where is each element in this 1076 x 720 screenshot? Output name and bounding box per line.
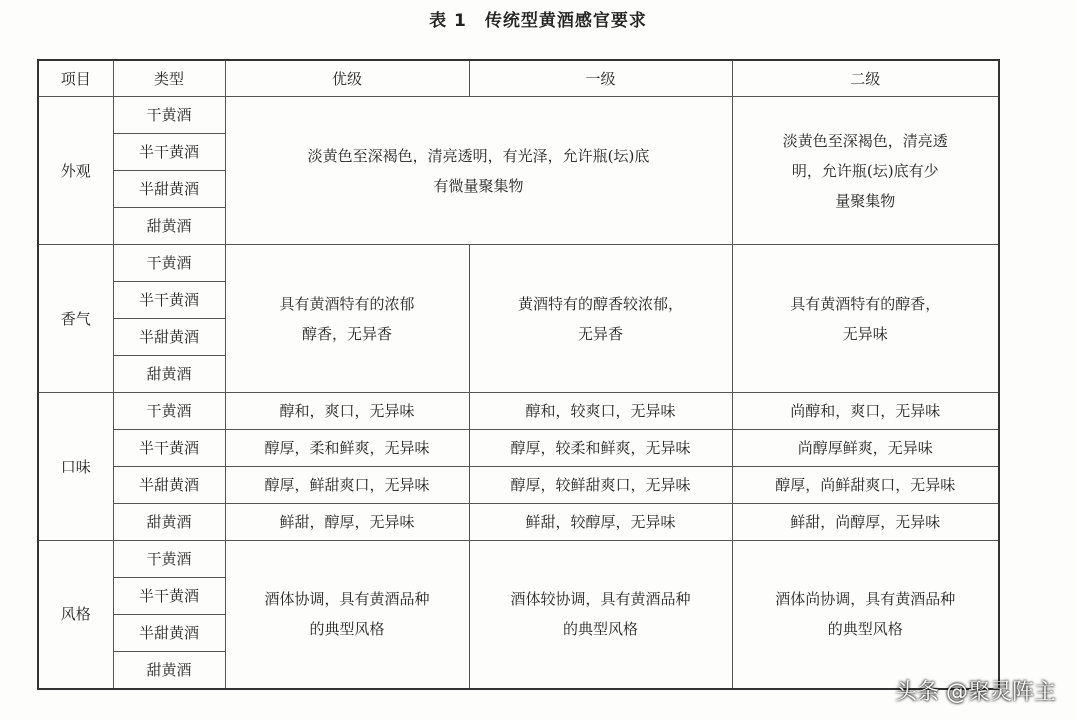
text-line: 黄酒特有的醇香较浓郁，: [517, 294, 683, 313]
item-style: 风格: [38, 541, 113, 689]
text-line: 酒体尚协调，具有黄酒品种: [775, 590, 956, 609]
sensory-requirements-table: [37, 59, 1000, 690]
text-line: 酒体协调，具有黄酒品种: [264, 590, 430, 609]
text-line: 的典型风格: [827, 620, 903, 639]
type-cell: 甜黄酒: [113, 356, 225, 393]
table-row: [38, 97, 999, 134]
text-line: 具有黄酒特有的醇香，: [790, 294, 941, 313]
header-type: 类型: [113, 60, 225, 97]
item-taste: 口味: [38, 393, 113, 541]
header-item: 项目: [38, 60, 113, 97]
taste-cell: 鲜甜，较醇厚，无异味: [469, 504, 732, 541]
text-line: 淡黄色至深褐色，清亮透: [782, 131, 948, 150]
text-line: 无异香: [577, 324, 623, 343]
table-row: [38, 393, 999, 430]
appearance-grade12: [225, 97, 732, 245]
taste-cell: 醇厚，较鲜甜爽口，无异味: [469, 467, 732, 504]
type-cell: 半干黄酒: [113, 282, 225, 319]
table-row: [38, 504, 999, 541]
taste-cell: 醇厚，较柔和鲜爽，无异味: [469, 430, 732, 467]
type-cell: 甜黄酒: [113, 208, 225, 245]
type-cell: 半干黄酒: [113, 134, 225, 171]
type-cell: 干黄酒: [113, 393, 225, 430]
text-line: 醇香，无异香: [301, 324, 392, 343]
text-line: 的典型风格: [309, 620, 385, 639]
type-cell: 干黄酒: [113, 245, 225, 282]
text-line: 量聚集物: [835, 191, 896, 210]
taste-cell: 醇和，较爽口，无异味: [469, 393, 732, 430]
table-row: [38, 467, 999, 504]
type-cell: 半干黄酒: [113, 430, 225, 467]
type-cell: 半干黄酒: [113, 578, 225, 615]
header-grade-superior: 优级: [225, 60, 469, 97]
type-cell: 甜黄酒: [113, 652, 225, 689]
style-grade3: [732, 541, 999, 689]
text-line: 明，允许瓶(坛)底有少: [791, 161, 939, 180]
taste-cell: 醇厚，尚鲜甜爽口，无异味: [732, 467, 999, 504]
style-grade2: [469, 541, 732, 689]
header-grade-second: 二级: [732, 60, 999, 97]
header-row: [38, 60, 999, 97]
aroma-grade3: [732, 245, 999, 393]
type-cell: 干黄酒: [113, 541, 225, 578]
item-appearance: 外观: [38, 97, 113, 245]
table-row: [38, 541, 999, 578]
taste-cell: 鲜甜，醇厚，无异味: [225, 504, 469, 541]
text-line: 有微量聚集物: [433, 176, 524, 195]
table-row: [38, 430, 999, 467]
aroma-grade2: [469, 245, 732, 393]
text-line: 具有黄酒特有的浓郁: [279, 294, 415, 313]
taste-cell: 醇厚，柔和鲜爽，无异味: [225, 430, 469, 467]
taste-cell: 醇和，爽口，无异味: [225, 393, 469, 430]
text-line: 无异味: [842, 324, 888, 343]
taste-cell: 尚醇厚鲜爽，无异味: [732, 430, 999, 467]
type-cell: 半甜黄酒: [113, 171, 225, 208]
type-cell: 半甜黄酒: [113, 615, 225, 652]
type-cell: 甜黄酒: [113, 504, 225, 541]
watermark-text: 头条 @聚灵阵主: [895, 680, 1056, 705]
taste-cell: 醇厚，鲜甜爽口，无异味: [225, 467, 469, 504]
text-line: 的典型风格: [562, 620, 638, 639]
type-cell: 干黄酒: [113, 97, 225, 134]
table-title: 表 1 传统型黄酒感官要求: [429, 11, 647, 31]
type-cell: 半甜黄酒: [113, 467, 225, 504]
item-aroma: 香气: [38, 245, 113, 393]
text-line: 淡黄色至深褐色，清亮透明，有光泽，允许瓶(坛)底: [307, 146, 650, 165]
appearance-grade3: [732, 97, 999, 245]
header-grade-first: 一级: [469, 60, 732, 97]
aroma-grade1: [225, 245, 469, 393]
taste-cell: 鲜甜，尚醇厚，无异味: [732, 504, 999, 541]
taste-cell: 尚醇和，爽口，无异味: [732, 393, 999, 430]
style-grade1: [225, 541, 469, 689]
text-line: 酒体较协调，具有黄酒品种: [510, 590, 691, 609]
table-row: [38, 245, 999, 282]
type-cell: 半甜黄酒: [113, 319, 225, 356]
